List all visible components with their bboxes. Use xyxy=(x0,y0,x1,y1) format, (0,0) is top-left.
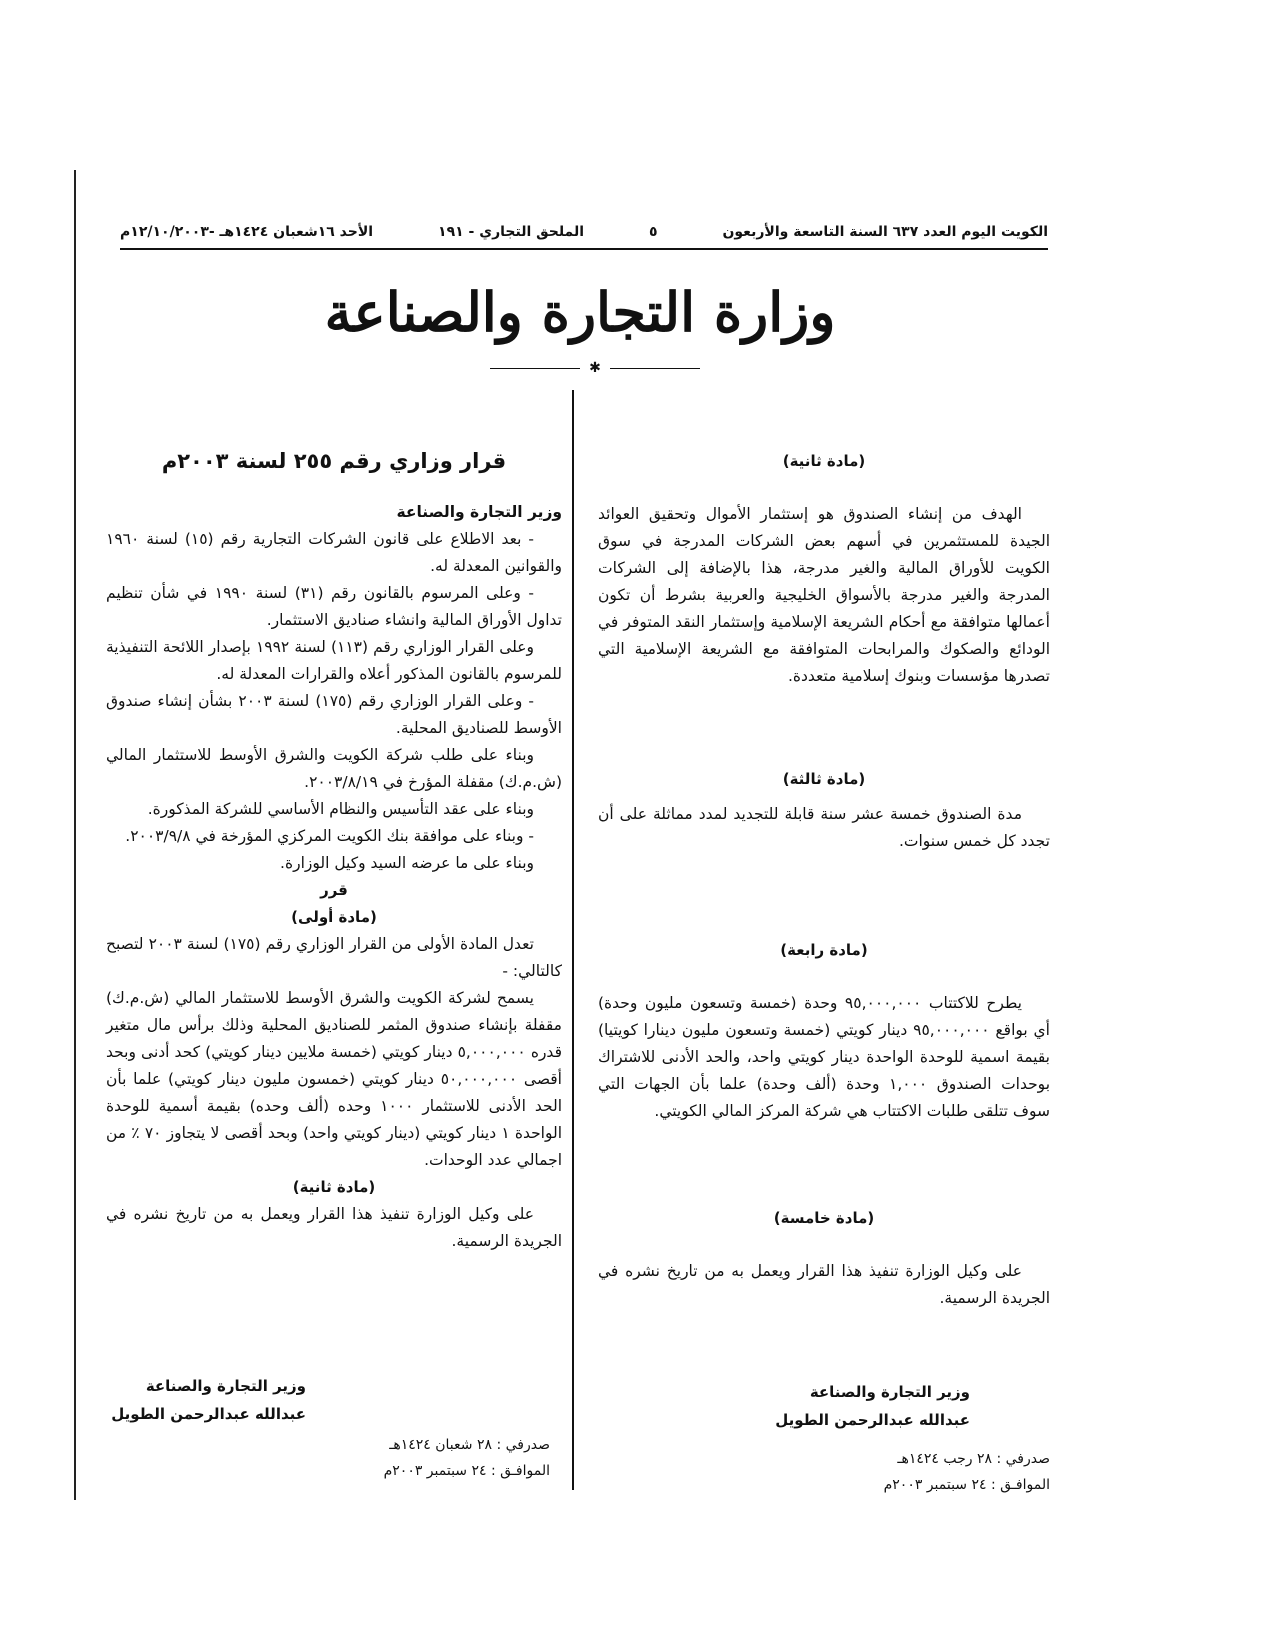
preamble-5: وبناء على طلب شركة الكويت والشرق الأوسط للاستثمار المالي (ش.م.ك) مقفلة المؤرخ في ٢٠٠٣/٨/١٩. xyxy=(106,746,562,791)
article-2-text: الهدف من إنشاء الصندوق هو إستثمار الأموال وتحقيق العوائد الجيدة للمستثمرين في أسهم بعض الشركات المدرجة في سوق الكويت للأوراق المالية والغير مدرجة، هذا بالإضافة إلى الشركات المدرجة والغير مدرجة بالأسواق الخليجية والعربية بشرط أن تكون أعمالها متوافقة مع أحكام الشريعة الإسلامية وإستثمار النقد المتوفر في الودائع والصكوك والمرابحات المتوافقة مع الشريعة الإسلامية التي تصدرها مؤسسات وبنوك إسلامية متعددة. xyxy=(598,505,1050,685)
preamble-4: - وعلى القرار الوزاري رقم (١٧٥) لسنة ٢٠٠٣ بشأن إنشاء صندوق الأوسط للصناديق المحلية. xyxy=(106,692,562,737)
article-3-heading: (مادة ثالثة) xyxy=(782,770,866,788)
corresponding-date: الموافـق : ٢٤ سبتمبر ٢٠٠٣م xyxy=(883,1477,1050,1493)
header-date: الأحد ١٦شعبان ١٤٢٤هـ -١٢/١٠/٢٠٠٣م xyxy=(120,224,374,240)
preamble-7: - وبناء على موافقة بنك الكويت المركزي المؤرخة في ٢٠٠٣/٩/٨. xyxy=(125,827,534,845)
signature-name: عبدالله عبدالرحمن الطويل xyxy=(775,1411,970,1429)
header-issue: الكويت اليوم العدد ٦٣٧ السنة التاسعة والأربعون xyxy=(722,224,1048,240)
signature-name: عبدالله عبدالرحمن الطويل xyxy=(111,1405,306,1423)
article-4-text: يطرح للاكتتاب ٩٥,٠٠٠,٠٠٠ وحدة (خمسة وتسعون مليون وحدة) أي بواقع ٩٥,٠٠٠,٠٠٠ دينار كويتي (خمسة وتسعون مليون دينارا كويتيا) بقيمة اسمية للوحدة الواحدة دينار كويتي واحد، والحد الأدنى للاشتراك بوحدات الصندوق ١,٠٠٠ وحدة (ألف وحدة) علما بأن الجهات التي سوف تتلقى طلبات الاكتتاب هي شركة المركز المالي الكويتي. xyxy=(598,994,1051,1120)
right-dates xyxy=(820,1446,1050,1498)
preamble-6: وبناء على عقد التأسيس والنظام الأساسي للشركة المذكورة. xyxy=(147,800,534,818)
left-signature xyxy=(106,1372,306,1428)
article-1-intro: تعدل المادة الأولى من القرار الوزاري رقم (١٧٥) لسنة ٢٠٠٣ لتصبح كالتالي: - xyxy=(106,935,562,980)
preamble-8: وبناء على ما عرضه السيد وكيل الوزارة. xyxy=(280,854,534,872)
article-1-heading: (مادة أولى) xyxy=(291,908,377,926)
signature-title: وزير التجارة والصناعة xyxy=(809,1383,970,1401)
preamble-3: وعلى القرار الوزاري رقم (١١٣) لسنة ١٩٩٢ بإصدار اللائحة التنفيذية للمرسوم بالقانون المذكور أعلاه والقرارات المعدلة له. xyxy=(106,638,562,683)
decided-heading: قرر xyxy=(320,881,348,899)
preamble-2: - وعلى المرسوم بالقانون رقم (٣١) لسنة ١٩٩٠ في شأن تنظيم تداول الأوراق المالية وانشاء صناديق الاستثمار. xyxy=(106,584,562,629)
article-4-heading: (مادة رابعة) xyxy=(780,941,868,959)
left-dates xyxy=(320,1432,550,1484)
right-signature xyxy=(770,1378,970,1434)
decision-title: قرار وزاري رقم ٢٥٥ لسنة ٢٠٠٣م xyxy=(161,449,507,473)
right-column xyxy=(598,448,1050,1312)
header-supplement: الملحق التجاري - ١٩١ xyxy=(438,224,584,240)
page-left-edge xyxy=(74,170,76,1500)
article-2-heading: (مادة ثانية) xyxy=(782,452,866,470)
left-article-2-heading: (مادة ثانية) xyxy=(292,1178,376,1196)
minister-line: وزير التجارة والصناعة xyxy=(396,503,562,521)
left-article-2-text: على وكيل الوزارة تنفيذ هذا القرار ويعمل به من تاريخ نشره في الجريدة الرسمية. xyxy=(106,1205,562,1250)
article-5-text: على وكيل الوزارة تنفيذ هذا القرار ويعمل به من تاريخ نشره في الجريدة الرسمية. xyxy=(598,1262,1050,1307)
article-1-text: يسمح لشركة الكويت والشرق الأوسط للاستثمار المالي (ش.م.ك) مقفلة بإنشاء صندوق المثمر للصناديق المحلية وذلك برأس مال متغير قدره ٥,٠٠٠,٠٠٠ دينار كويتي (خمسة ملايين دينار كويتي) كحد أدنى وبحد أقصى ٥٠,٠٠٠,٠٠٠ دينار كويتي (خمسون مليون دينار كويتي) علما بأن الحد الأدنى للاستثمار ١٠٠٠ وحده (ألف وحده) بقيمة أسمية للوحدة الواحدة ١ دينار كويتي (دينار كويتي واحد) وبحد أقصى لا يتجاوز ٧٠ ٪ من اجمالي عدد الوحدات. xyxy=(106,989,563,1169)
header-page-number: ٥ xyxy=(648,224,658,240)
signature-title: وزير التجارة والصناعة xyxy=(145,1377,306,1395)
left-column xyxy=(106,448,562,1255)
ornament-icon: ✱ xyxy=(490,360,700,376)
gazette-header xyxy=(120,218,1048,250)
article-5-heading: (مادة خامسة) xyxy=(773,1209,875,1227)
article-3-text: مدة الصندوق خمسة عشر سنة قابلة للتجديد لمدد مماثلة على أن تجدد كل خمس سنوات. xyxy=(598,805,1050,850)
preamble-1: - بعد الاطلاع على قانون الشركات التجارية رقم (١٥) لسنة ١٩٦٠ والقوانين المعدلة له. xyxy=(106,530,562,575)
column-divider xyxy=(572,390,574,1490)
ministry-title: وزارة التجارة والصناعة xyxy=(324,280,836,344)
issued-date: صدرفي : ٢٨ رجب ١٤٢٤هـ xyxy=(897,1451,1050,1467)
corresponding-date: الموافـق : ٢٤ سبتمبر ٢٠٠٣م xyxy=(383,1463,550,1479)
issued-date: صدرفي : ٢٨ شعبان ١٤٢٤هـ xyxy=(389,1437,550,1453)
